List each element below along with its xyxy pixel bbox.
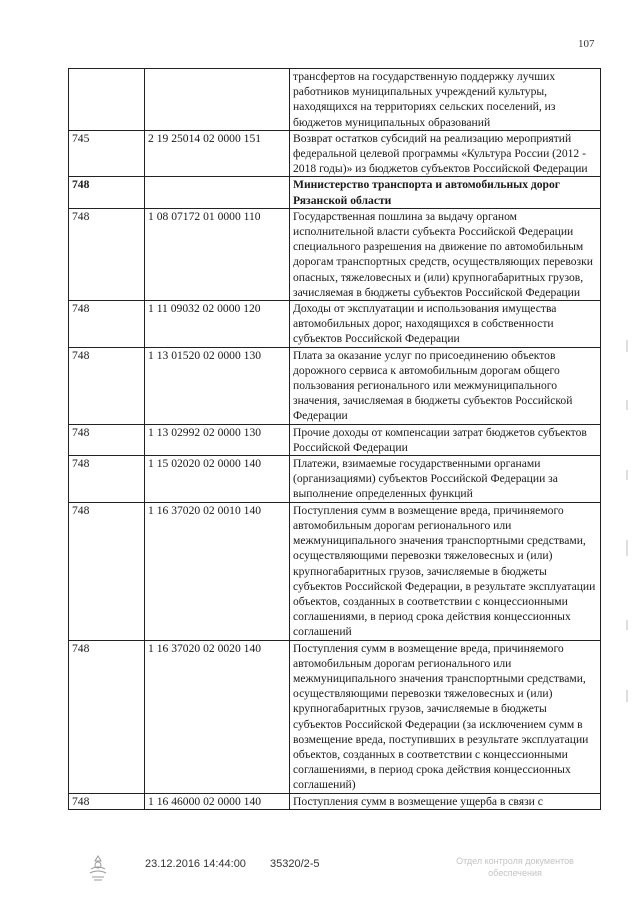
cell-admin-code: 748 [69,177,145,208]
cell-admin-code [69,69,145,131]
footer-faded-note: Отдел контроля документов обеспечения [456,856,574,878]
table-row [69,301,601,348]
table-row [69,347,601,424]
cell-revenue-name: Плата за оказание услуг по присоединению объектов дорожного сервиса к автомобильным дорогам общего пользования регионального или межмуниципального значения, зачисляемая в бюджеты субъектов Российской Федерации [290,347,601,424]
cell-budget-classification-code: 1 13 02992 02 0000 130 [145,424,290,455]
table-row [69,177,601,208]
footer-timestamp: 23.12.2016 14:44:00 [145,858,246,870]
cell-admin-code: 745 [69,130,145,177]
cell-budget-classification-code: 1 16 46000 02 0000 140 [145,793,290,809]
table-row [69,640,601,793]
cell-revenue-name: Министерство транспорта и автомобильных дорог Рязанской области [290,177,601,208]
cell-admin-code: 748 [69,208,145,300]
cell-budget-classification-code: 1 08 07172 01 0000 110 [145,208,290,300]
table-row [69,208,601,300]
cell-budget-classification-code [145,177,290,208]
cell-admin-code: 748 [69,456,145,503]
table-row [69,502,601,640]
cell-budget-classification-code: 1 13 01520 02 0000 130 [145,347,290,424]
page-number: 107 [578,38,595,50]
cell-admin-code: 748 [69,347,145,424]
table-row [69,130,601,177]
cell-admin-code: 748 [69,502,145,640]
cell-revenue-name: Государственная пошлина за выдачу органом исполнительной власти субъекта Российской Федерации специального разрешения на движение по автомобильным дорогам транспортных средств, осуществляющих перевозки опасных, тяжеловесных и (или) крупногабаритных грузов, зачисляемая в бюджеты субъектов Российской Федерации [290,208,601,300]
cell-revenue-name: Поступления сумм в возмещение вреда, причиняемого автомобильным дорогам регионального или межмуниципального значения транспортными средствами, осуществляющими перевозки тяжеловесных и (или) крупногабаритных грузов, зачисляемые в бюджеты субъектов Российской Федерации (за исключением сумм в возмещение вреда, поступивших в результате эксплуатации объектов, созданных в соответствии с концессионными соглашениями, в период срока действия концессионных соглашений) [290,640,601,793]
cell-revenue-name: трансфертов на государственную поддержку лучших работников муниципальных учреждений культуры, находящихся на территориях сельских поселений, из бюджетов муниципальных образований [290,69,601,131]
table-row [69,456,601,503]
cell-revenue-name: Возврат остатков субсидий на реализацию мероприятий федеральной целевой программы «Культура России (2012 - 2018 годы)» из бюджетов субъектов Российской Федерации [290,130,601,177]
table-row [69,424,601,455]
cell-revenue-name: Доходы от эксплуатации и использования имущества автомобильных дорог, находящихся в собственности субъектов Российской Федерации [290,301,601,348]
cell-budget-classification-code: 1 15 02020 02 0000 140 [145,456,290,503]
cell-admin-code: 748 [69,424,145,455]
cell-budget-classification-code: 1 16 37020 02 0020 140 [145,640,290,793]
cell-budget-classification-code: 1 16 37020 02 0010 140 [145,502,290,640]
table-row [69,69,601,131]
table-row [69,793,601,809]
footer-document-number: 35320/2-5 [270,858,320,870]
budget-codes-table [68,68,601,810]
cell-admin-code: 748 [69,793,145,809]
cell-budget-classification-code: 2 19 25014 02 0000 151 [145,130,290,177]
cell-budget-classification-code [145,69,290,131]
cell-admin-code: 748 [69,640,145,793]
cell-budget-classification-code: 1 11 09032 02 0000 120 [145,301,290,348]
margin-scan-marks [624,330,630,750]
cell-revenue-name: Платежи, взимаемые государственными органами (организациями) субъектов Российской Федерации за выполнение определенных функций [290,456,601,503]
cell-revenue-name: Прочие доходы от компенсации затрат бюджетов субъектов Российской Федерации [290,424,601,455]
emblem-icon [86,854,110,882]
cell-revenue-name: Поступления сумм в возмещение вреда, причиняемого автомобильным дорогам регионального или межмуниципального значения транспортными средствами, осуществляющими перевозки тяжеловесных и (или) крупногабаритных грузов, зачисляемые в бюджеты субъектов Российской Федерации, в результате эксплуатации объектов, созданных в соответствии с концессионными соглашениями, в период срока действия концессионных соглашений [290,502,601,640]
table-body [69,69,601,810]
cell-revenue-name: Поступления сумм в возмещение ущерба в связи с [290,793,601,809]
cell-admin-code: 748 [69,301,145,348]
